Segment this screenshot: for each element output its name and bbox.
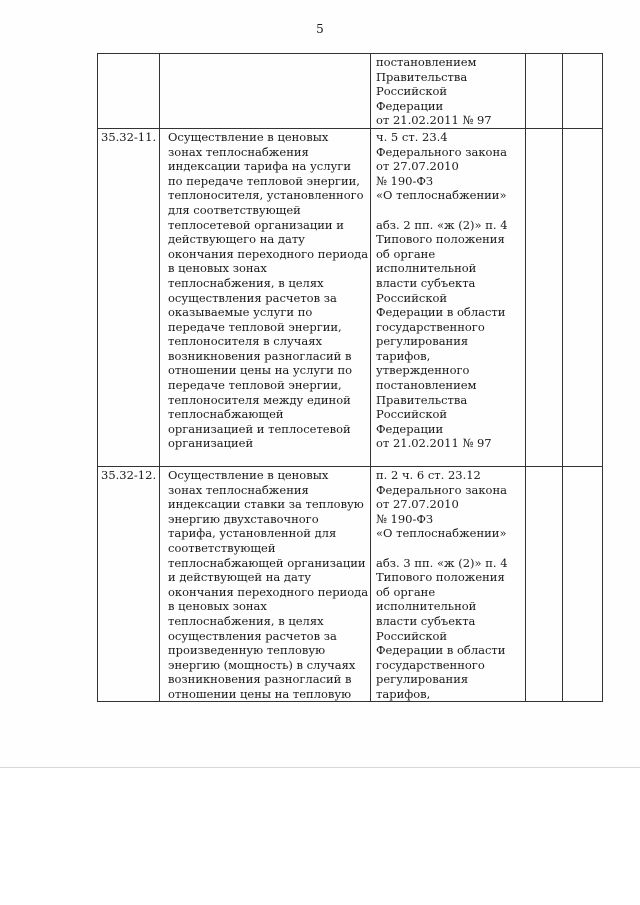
text-line: организацией	[168, 436, 254, 451]
text-line: Федерации в области	[376, 305, 506, 320]
text-line: исполнительной	[376, 261, 477, 276]
text-line: абз. 3 пп. «ж (2)» п. 4	[376, 555, 508, 570]
text-line: от 27.07.2010	[376, 497, 459, 512]
legal-basis	[371, 54, 526, 129]
text-line: постановлением	[376, 55, 477, 69]
text-line: индексации ставки за тепловую	[168, 497, 364, 512]
text-line: Правительства	[376, 69, 468, 84]
text-line: окончания переходного периода	[168, 584, 369, 599]
text-line: абз. 2 пп. «ж (2)» п. 4	[376, 217, 508, 232]
text-line: Федерации	[376, 421, 444, 436]
text-line: осуществления расчетов за	[168, 628, 337, 643]
text-line: и действующей на дату	[168, 570, 311, 585]
text-line: теплоснабжающей	[168, 407, 284, 422]
text-line: об органе	[376, 246, 436, 261]
text-line: Российской	[376, 290, 448, 305]
text-line: Осуществление в ценовых	[168, 467, 329, 482]
text-line: Правительства	[376, 392, 468, 407]
text-line: исполнительной	[376, 599, 477, 614]
empty-cell	[563, 466, 603, 702]
item-description	[160, 466, 371, 702]
text-line: теплоснабжающей организации	[168, 555, 366, 570]
text-line: теплосетевой организации и	[168, 217, 344, 232]
text-line: зонах теплоснабжения	[168, 482, 309, 497]
item-number	[98, 54, 160, 129]
item-description	[160, 128, 371, 466]
text-line: отношении цены на тепловую	[168, 686, 352, 701]
text-line: ч. 5 ст. 23.4	[376, 129, 448, 144]
text-line: регулирования	[376, 672, 469, 687]
text-line: тарифа, установленной для	[168, 526, 337, 541]
text-line: тарифов,	[376, 686, 431, 701]
item-number: 35.32-11.	[98, 128, 160, 466]
text-line: от 21.02.2011 № 97	[376, 113, 492, 128]
text-line: от 27.07.2010	[376, 159, 459, 174]
text-line: «О теплоснабжении»	[376, 526, 507, 541]
text-line: Российской	[376, 84, 448, 99]
text-line: № 190-ФЗ	[376, 173, 434, 188]
empty-cell	[563, 128, 603, 466]
text-line: утвержденного	[376, 363, 470, 378]
text-line: передаче тепловой энергии,	[168, 319, 342, 334]
empty-cell	[526, 466, 563, 702]
text-line: оказываемые услуги по	[168, 305, 313, 320]
text-line: для соответствующей	[168, 202, 301, 217]
text-line: произведенную тепловую	[168, 643, 326, 658]
text-line: Федерального закона	[376, 144, 507, 159]
text-line: возникновения разногласий в	[168, 348, 352, 363]
empty-cell	[563, 54, 603, 129]
blank-line	[376, 203, 522, 218]
blank-line	[376, 541, 522, 556]
text-line: тарифов,	[376, 348, 431, 363]
text-line: индексации тарифа на услуги	[168, 159, 351, 174]
text-line: Типового положения	[376, 232, 505, 247]
text-line: отношении цены на услуги по	[168, 363, 353, 378]
text-line: Федерального закона	[376, 482, 507, 497]
text-line: Типового положения	[376, 570, 505, 585]
text-line: Российской	[376, 407, 448, 422]
text-line: об органе	[376, 584, 436, 599]
text-line: постановлением	[376, 378, 477, 393]
text-line: п. 2 ч. 6 ст. 23.12	[376, 467, 481, 482]
table-row	[98, 466, 603, 702]
text-line: Федерации в области	[376, 643, 506, 658]
text-line: возникновения разногласий в	[168, 672, 352, 687]
text-line: в ценовых зонах	[168, 261, 267, 276]
item-number: 35.32-12.	[98, 466, 160, 702]
text-line: соответствующей	[168, 540, 276, 555]
text-line: № 190-ФЗ	[376, 511, 434, 526]
text-line: организацией и теплосетевой	[168, 421, 351, 436]
text-line: власти субъекта	[376, 613, 476, 628]
text-line: Российской	[376, 628, 448, 643]
text-line: теплоносителя между единой	[168, 392, 351, 407]
text-line: Федерации	[376, 98, 444, 113]
item-description	[160, 54, 371, 129]
text-line: осуществления расчетов за	[168, 290, 337, 305]
text-line: теплоносителя в случаях	[168, 334, 322, 349]
text-line: передаче тепловой энергии,	[168, 378, 342, 393]
text-line: по передаче тепловой энергии,	[168, 173, 360, 188]
empty-cell	[526, 54, 563, 129]
legal-basis	[371, 128, 526, 466]
regulation-table	[97, 53, 603, 702]
text-line: от 21.02.2011 № 97	[376, 436, 492, 451]
text-line: энергию двухставочного	[168, 511, 319, 526]
text-line: «О теплоснабжении»	[376, 188, 507, 203]
page-number: 5	[316, 22, 324, 36]
text-line: действующего на дату	[168, 232, 305, 247]
text-line: Осуществление в ценовых	[168, 129, 329, 144]
text-line: теплоснабжения, в целях	[168, 275, 324, 290]
text-line: государственного	[376, 657, 485, 672]
empty-cell	[526, 128, 563, 466]
legal-basis	[371, 466, 526, 702]
text-line: теплоносителя, установленного	[168, 188, 364, 203]
text-line: энергию (мощность) в случаях	[168, 657, 356, 672]
text-line: в ценовых зонах	[168, 599, 267, 614]
text-line: государственного	[376, 319, 485, 334]
text-line: окончания переходного периода	[168, 246, 369, 261]
text-line: зонах теплоснабжения	[168, 144, 309, 159]
text-line: теплоснабжения, в целях	[168, 613, 324, 628]
text-line: власти субъекта	[376, 275, 476, 290]
table-row	[98, 54, 603, 129]
table-row	[98, 128, 603, 466]
text-line: регулирования	[376, 334, 469, 349]
